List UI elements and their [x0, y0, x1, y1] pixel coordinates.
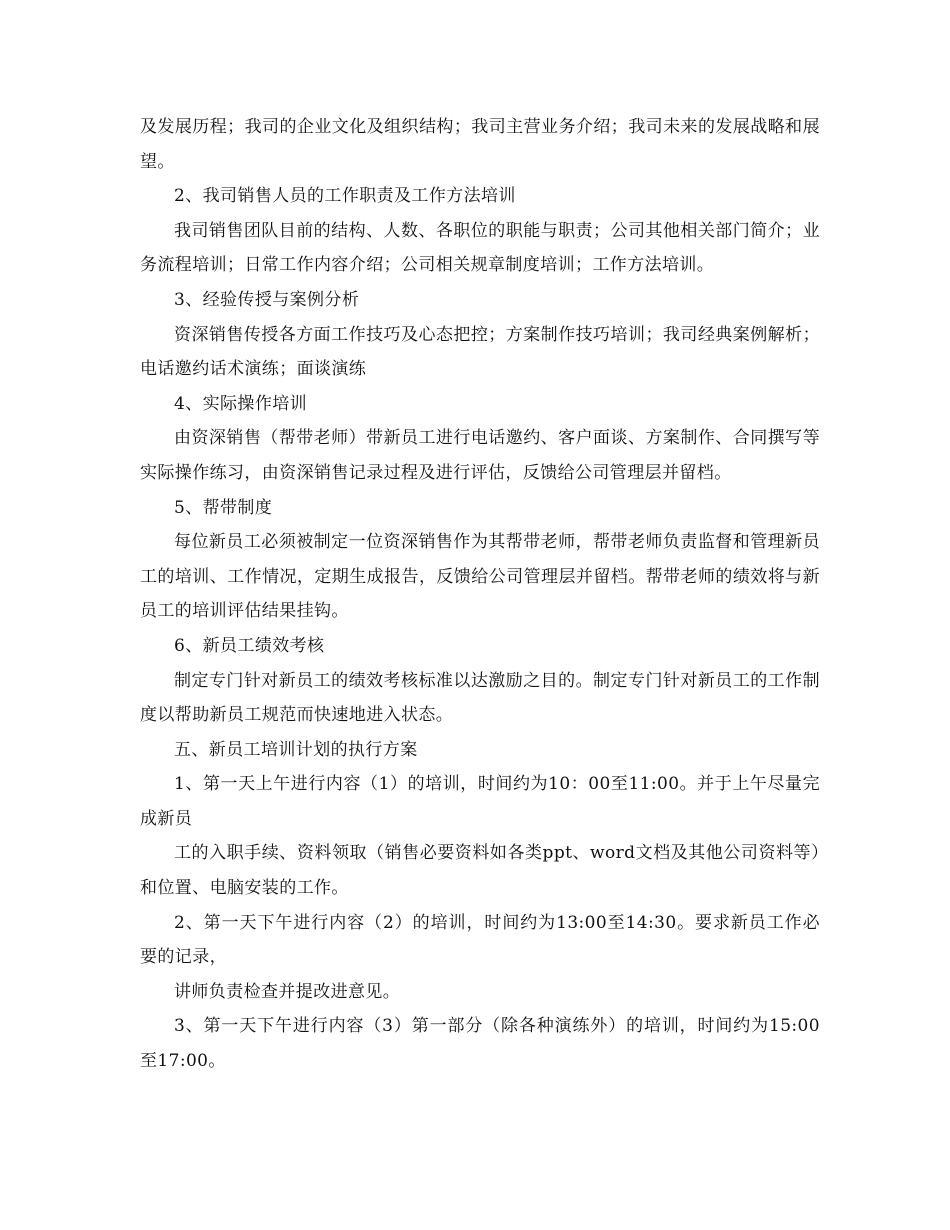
paragraph: 3、第一天下午进行内容（3）第一部分（除各种演练外）的培训，时间约为15:00至17:00。 [140, 1016, 820, 1072]
paragraph: 讲师负责检查并提改进意见。 [174, 981, 401, 1002]
paragraph: 每位新员工必须被制定一位资深销售作为其帮带老师，帮带老师负责监督和管理新员工的培训、工作情况，定期生成报告，反馈给公司管理层并留档。帮带老师的绩效将与新员工的培训评估结果挂钩。 [140, 532, 820, 622]
paragraph: 我司销售团队目前的结构、人数、各职位的职能与职责；公司其他相关部门简介；业务流程培训；日常工作内容介绍；公司相关规章制度培训；工作方法培训。 [140, 220, 820, 276]
paragraph: 2、第一天下午进行内容（2）的培训，时间约为13:00至14:30。要求新员工作必要的记录， [140, 912, 820, 968]
paragraph: 制定专门针对新员工的绩效考核标准以达激励之目的。制定专门针对新员工的工作制度以帮助新员工规范而快速地进入状态。 [140, 670, 820, 726]
paragraph: 资深销售传授各方面工作技巧及心态把控；方案制作技巧培训；我司经典案例解析；电话邀约话术演练；面谈演练 [140, 324, 820, 380]
chapter-heading: 五、新员工培训计划的执行方案 [174, 739, 418, 760]
paragraph: 工的入职手续、资料领取（销售必要资料如各类ppt、word文档及其他公司资料等）和位置、电脑安装的工作。 [140, 843, 820, 899]
section-heading: 4、实际操作培训 [174, 393, 308, 414]
section-heading: 3、经验传授与案例分析 [174, 289, 360, 310]
paragraph: 由资深销售（帮带老师）带新员工进行电话邀约、客户面谈、方案制作、合同撰写等实际操作练习，由资深销售记录过程及进行评估，反馈给公司管理层并留档。 [140, 428, 820, 483]
section-heading: 2、我司销售人员的工作职责及工作方法培训 [174, 186, 516, 207]
paragraph: 及发展历程；我司的企业文化及组织结构；我司主营业务介绍；我司未来的发展战略和展望。 [140, 117, 820, 172]
section-heading: 5、帮带制度 [174, 497, 273, 518]
section-heading: 6、新员工绩效考核 [174, 635, 325, 656]
document-page [140, 110, 820, 1079]
paragraph: 1、第一天上午进行内容（1）的培训，时间约为10：00至11:00。并于上午尽量完成新员 [140, 774, 820, 829]
